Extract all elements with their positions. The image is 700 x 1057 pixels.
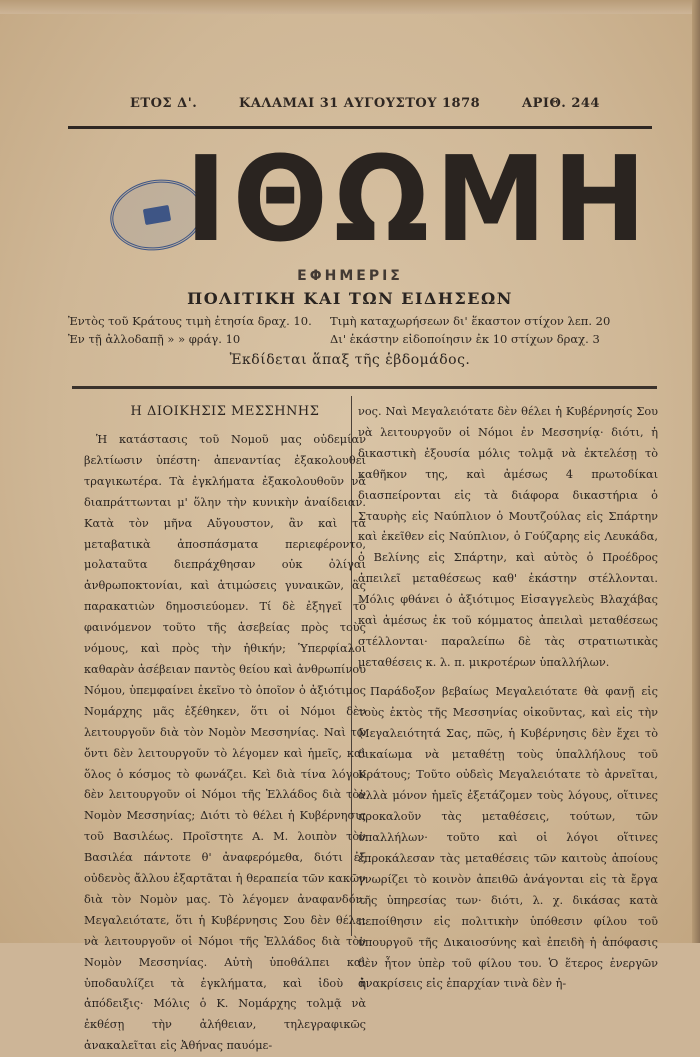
article-paragraph: νος. Ναὶ Μεγαλειότατε δὲν θέλει ἡ Κυβέρνησίς Σου νὰ λειτουργοῦν οἱ Νόμοι ἐν Μεσσηνίᾳ· διότι, ἡ δικαστικὴ ἐξουσία μόλις τολμᾷ νὰ ἐκτελέσῃ τὸ καθῆκον της, καὶ ἀμέσως 4 πρωτοδίκαι διασπείρονται εἰς τὰ διάφορα δικαστήρια ὁ Σταυρὴς εἰς Ναύπλιον ὁ Μουτζούλας εἰς Σπάρτην καὶ ἐκεῖθεν εἰς Ναύπλιον, ὁ Γούζαρης εἰς Λευκάδα, ὁ Βελίνης εἰς Σπάρτην, καὶ αὐτὸς ὁ Προέδρος ἀπειλεῖ μεταθέσεως καθ' ἑκάστην στέλλονται. Μόλις φθάνει ὁ ἀξιότιμος Εἰσαγγελεὺς Βλαχάβας καὶ ἀμέσως ἐκ τοῦ κόμματος ἀπειλαὶ μεταθέσεως στέλλονται· παραλείπω δὲ τὰς στρατιωτικὰς μεταθέσεις κ. λ. π. μικροτέρων ὑπαλλήλων. xyxy=(358,405,658,669)
price-domestic: Ἐντὸς τοῦ Κράτους τιμὴ ἐτησία δραχ. 10. xyxy=(68,314,312,328)
newspaper-masthead: ΙΘΩΜΗ xyxy=(185,131,653,269)
issue-year: ΕΤΟΣ Δ'. xyxy=(130,96,198,111)
price-foreign: Ἐν τῇ ἀλλοδαπῇ » » φράγ. 10 xyxy=(68,332,241,346)
price-row xyxy=(68,332,648,346)
price-row xyxy=(68,314,648,328)
issue-dateline: ΚΑΛΑΜΑΙ 31 ΑΥΓΟΥΣΤΟΥ 1878 xyxy=(239,96,481,111)
issue-header xyxy=(130,96,600,111)
article-column-left xyxy=(84,402,366,1057)
article-paragraph: Παράδοξον βεβαίως Μεγαλειότατε θὰ φανῇ εἰς τοὺς ἐκτὸς τῆς Μεσσηνίας οἰκοῦντας, καὶ εἰς τὴν Μεγαλειότητά Σας, πῶς, ἡ Κυβέρνησις δὲν ἔχει τὸ δικαίωμα νὰ μεταθέτῃ τοὺς ὑπαλλήλους τοῦ Κράτους; Τοῦτο οὐδεὶς Μεγαλειότατε τὸ ἀρνεῖται, ἀλλὰ μόνον ἡμεῖς ἐξετάζομεν τοὺς λόγους, οἵτινες προκαλοῦν τὰς μεταθέσεις, τούτων, τῶν ὑπαλλήλων· τοῦτο καὶ οἱ λόγοι οἵτινες ἐπροκάλεσαν τὰς μεταθέσεις τῶν καιτοὺς ἀποίους γνωρίζει τὸ κοινὸν ἀπειθῶ ἀνάγονται εἰς τὰ ἔργα τῆς ὑπηρεσίας των· διότι, λ. χ. δικάσας κατὰ πεποίθησιν εἰς πολιτικὴν ὑπόθεσιν φίλου τοῦ ὑπουργοῦ τῆς Δικαιοσύνης καὶ ἐπειδὴ ἡ ἀπόφασις δὲν ἦτον ὑπὲρ τοῦ φίλου του. Ὁ ἕτερος ἐνεργῶν ἀνακρίσεις εἰς ἐπαρχίαν τινὰ δὲν ἠ- xyxy=(358,684,658,991)
header-rule xyxy=(68,126,652,129)
page-edge xyxy=(692,0,700,943)
publication-frequency: Ἐκδίδεται ἅπαξ τῆς ἑβδομάδος. xyxy=(229,352,471,368)
issue-number: ΑΡΙΘ. 244 xyxy=(522,96,600,111)
book-icon xyxy=(143,205,171,225)
article-title: Η ΔΙΟΙΚΗΣΙΣ ΜΕΣΣΗΝΗΣ xyxy=(130,404,320,419)
newspaper-tagline: ΠΟΛΙΤΙΚΗ ΚΑΙ ΤΩΝ ΕΙΔΗΣΕΩΝ xyxy=(187,289,513,308)
newspaper-subtitle: ΕΦΗΜΕΡΙΣ xyxy=(297,268,403,284)
price-notice: Δι' ἑκάστην εἰδοποίησιν ἐκ 10 στίχων δραχ. 3 xyxy=(330,332,600,346)
top-strip xyxy=(0,0,700,14)
masthead-bottom-rule xyxy=(72,386,657,389)
price-ads-line: Τιμὴ καταχωρήσεων δι' ἕκαστον στίχον λεπ. 20 xyxy=(330,314,611,328)
article-column-right xyxy=(358,402,658,995)
article-paragraph: Ἡ κατάστασις τοῦ Νομοῦ μας οὐδεμίαν βελτίωσιν ὑπέστη· ἀπεναντίας ἐξακολουθεῖ τραγικωτέρα. Τὰ ἐγκλήματα ἐξακολουθοῦν νὰ διαπράττωνται μ' ὅλην τὴν κυνικὴν ἀναίδειαν. Κατὰ τὸν μῆνα Αὔγουστον, ἂν καὶ τὰ μεταβατικὰ ἀποσπάσματα περιεφέροντο, μολαταῦτα διεπράχθησαν οὐκ ὀλίγαι ἀνθρωποκτονίαι, καὶ ἀτιμώσεις γυναικῶν, ἃς παρακατιὼν δημοσιεύομεν. Τί δὲ ἐξηγεῖ τὸ φαινόμενον τοῦτο τῆς ἀσεβείας πρὸς τοὺς νόμους, καὶ πρὸς τὴν ἠθικήν; Ὑπερφίαλοι καθαρὰν ἀσέβειαν παντὸς θείου καὶ ἀνθρωπίνου Νόμου, ὑπεμφαίνει ἐκεῖνο τὸ ὁποῖον ὁ ἀξιότιμος Νομάρχης μᾶς ἐξέθηκεν, ὅτι οἱ Νόμοι δὲν λειτουργοῦν διὰ τὸν Νομὸν Μεσσηνίας. Ναὶ τῷ ὄντι δὲν λειτουργοῦν τὸ λέγομεν καὶ ἡμεῖς, καὶ ὅλος ὁ κόσμος τὸ φωνάζει. Κεὶ διὰ τίνα λόγον δὲν λειτουργοῦν οἱ Νόμοι τῆς Ἑλλάδος διὰ τὸν Νομὸν Μεσσηνίας; Διότι τὸ θέλει ἡ Κυβέρνησις τοῦ Βασιλέως. Προῖστητε Α. Μ. λοιπὸν τὸν Βασιλέα πάντοτε θ' ἀναφερόμεθα, διότι ἐξ οὐδενὸς ἄλλου ἐξαρτᾶται ἡ θεραπεία τῶν κακῶν διὰ τὸν Νομὸν μας. Τὸ λέγομεν ἀναφανδόν, Μεγαλειότατε, ὅτι ἡ Κυβέρνησις Σου δὲν θέλει νὰ λειτουργοῦν οἱ Νόμοι τῆς Ἑλλάδος διὰ τὸν Νομὸν Μεσσηνίας. Αὐτὴ ὑποθάλπει καὶ ὑποδαυλίζει τὰ ἐγκλήματα, καὶ ἰδοὺ ἡ ἀπόδειξις· Μόλις ὁ Κ. Νομάρχης τολμᾷ νὰ ἐκθέσῃ τὴν ἀλήθειαν, τηλεγραφικῶς ἀνακαλεῖται εἰς Ἀθήνας παυόμε- xyxy=(84,433,366,1053)
